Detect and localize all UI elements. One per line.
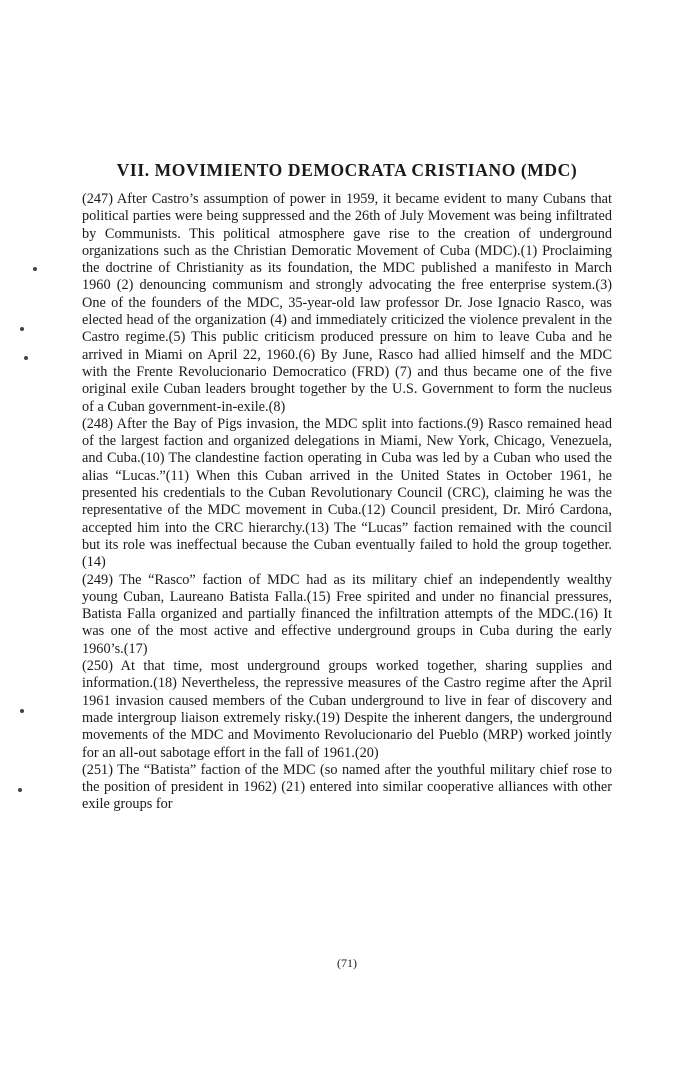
margin-dot — [24, 356, 28, 360]
page-number: (71) — [337, 956, 357, 970]
paragraph-251: (251) The “Batista” faction of the MDC (so named after the youthful military chief rose to the position of president in 1962) (21) entered into similar cooperative alliances with other exile groups for — [82, 761, 612, 813]
paragraph-248: (248) After the Bay of Pigs invasion, the MDC split into factions.(9) Rasco remained head of the largest faction and organized delegations in Miami, New York, Chicago, Venezuela, and Cuba.(10) The clandestine faction operating in Cuba was led by a Cuban who used the alias “Lucas.”(11) When this Cuban arrived in the United States in October 1961, he presented his credentials to the Cuban Revolutionary Council (CRC), claiming he was the representative of the MDC movement in Cuba.(12) Council president, Dr. Miró Cardona, accepted him into the CRC hierarchy.(13) The “Lucas” faction remained with the council but its role was ineffectual because the Cuban eventually failed to hold the group together.(14) — [82, 415, 612, 571]
margin-dot — [20, 327, 24, 331]
margin-dot — [20, 709, 24, 713]
margin-dot — [18, 788, 22, 792]
document-page — [82, 160, 612, 970]
paragraph-249: (249) The “Rasco” faction of MDC had as its military chief an independently wealthy young Cuban, Laureano Batista Falla.(15) Free spirited and under no financial pressures, Batista Falla organized and partially financed the infiltration attempts of the MDC.(16) It was one of the most active and effective underground groups in Cuba during the early 1960’s.(17) — [82, 571, 612, 657]
margin-dot — [33, 267, 37, 271]
section-heading: VII. MOVIMIENTO DEMOCRATA CRISTIANO (MDC) — [116, 160, 578, 180]
paragraph-247: (247) After Castro’s assumption of power in 1959, it became evident to many Cubans that political parties were being suppressed and the 26th of July Movement was being infiltrated by Communists. This political atmosphere gave rise to the creation of underground organizations such as the Christian Demoratic Movement of Cuba (MDC).(1) Proclaiming the doctrine of Christianity as its foundation, the MDC published a manifesto in March 1960 (2) denouncing communism and strongly advocating the free enterprise system.(3) One of the founders of the MDC, 35-year-old law professor Dr. Jose Ignacio Rasco, was elected head of the organization (4) and immediately criticized the violence prevalent in the Castro regime.(5) This public criticism produced pressure on him to leave Cuba and he arrived in Miami on April 22, 1960.(6) By June, Rasco had allied himself and the MDC with the Frente Revolucionario Democratico (FRD) (7) and thus became one of the five original exile Cuban leaders brought together by the U.S. Government to form the nucleus of a Cuban government-in-exile.(8) — [82, 191, 612, 415]
paragraph-250: (250) At that time, most underground groups worked together, sharing supplies and information.(18) Nevertheless, the repressive measures of the Castro regime after the April 1961 invasion caused members of the Cuban underground to live in fear of discovery and made intergroup liaison extremely risky.(19) Despite the inherent dangers, the underground movements of the MDC and Movimento Revolucionario del Pueblo (MRP) worked jointly for an all-out sabotage effort in the fall of 1961.(20) — [82, 658, 612, 761]
